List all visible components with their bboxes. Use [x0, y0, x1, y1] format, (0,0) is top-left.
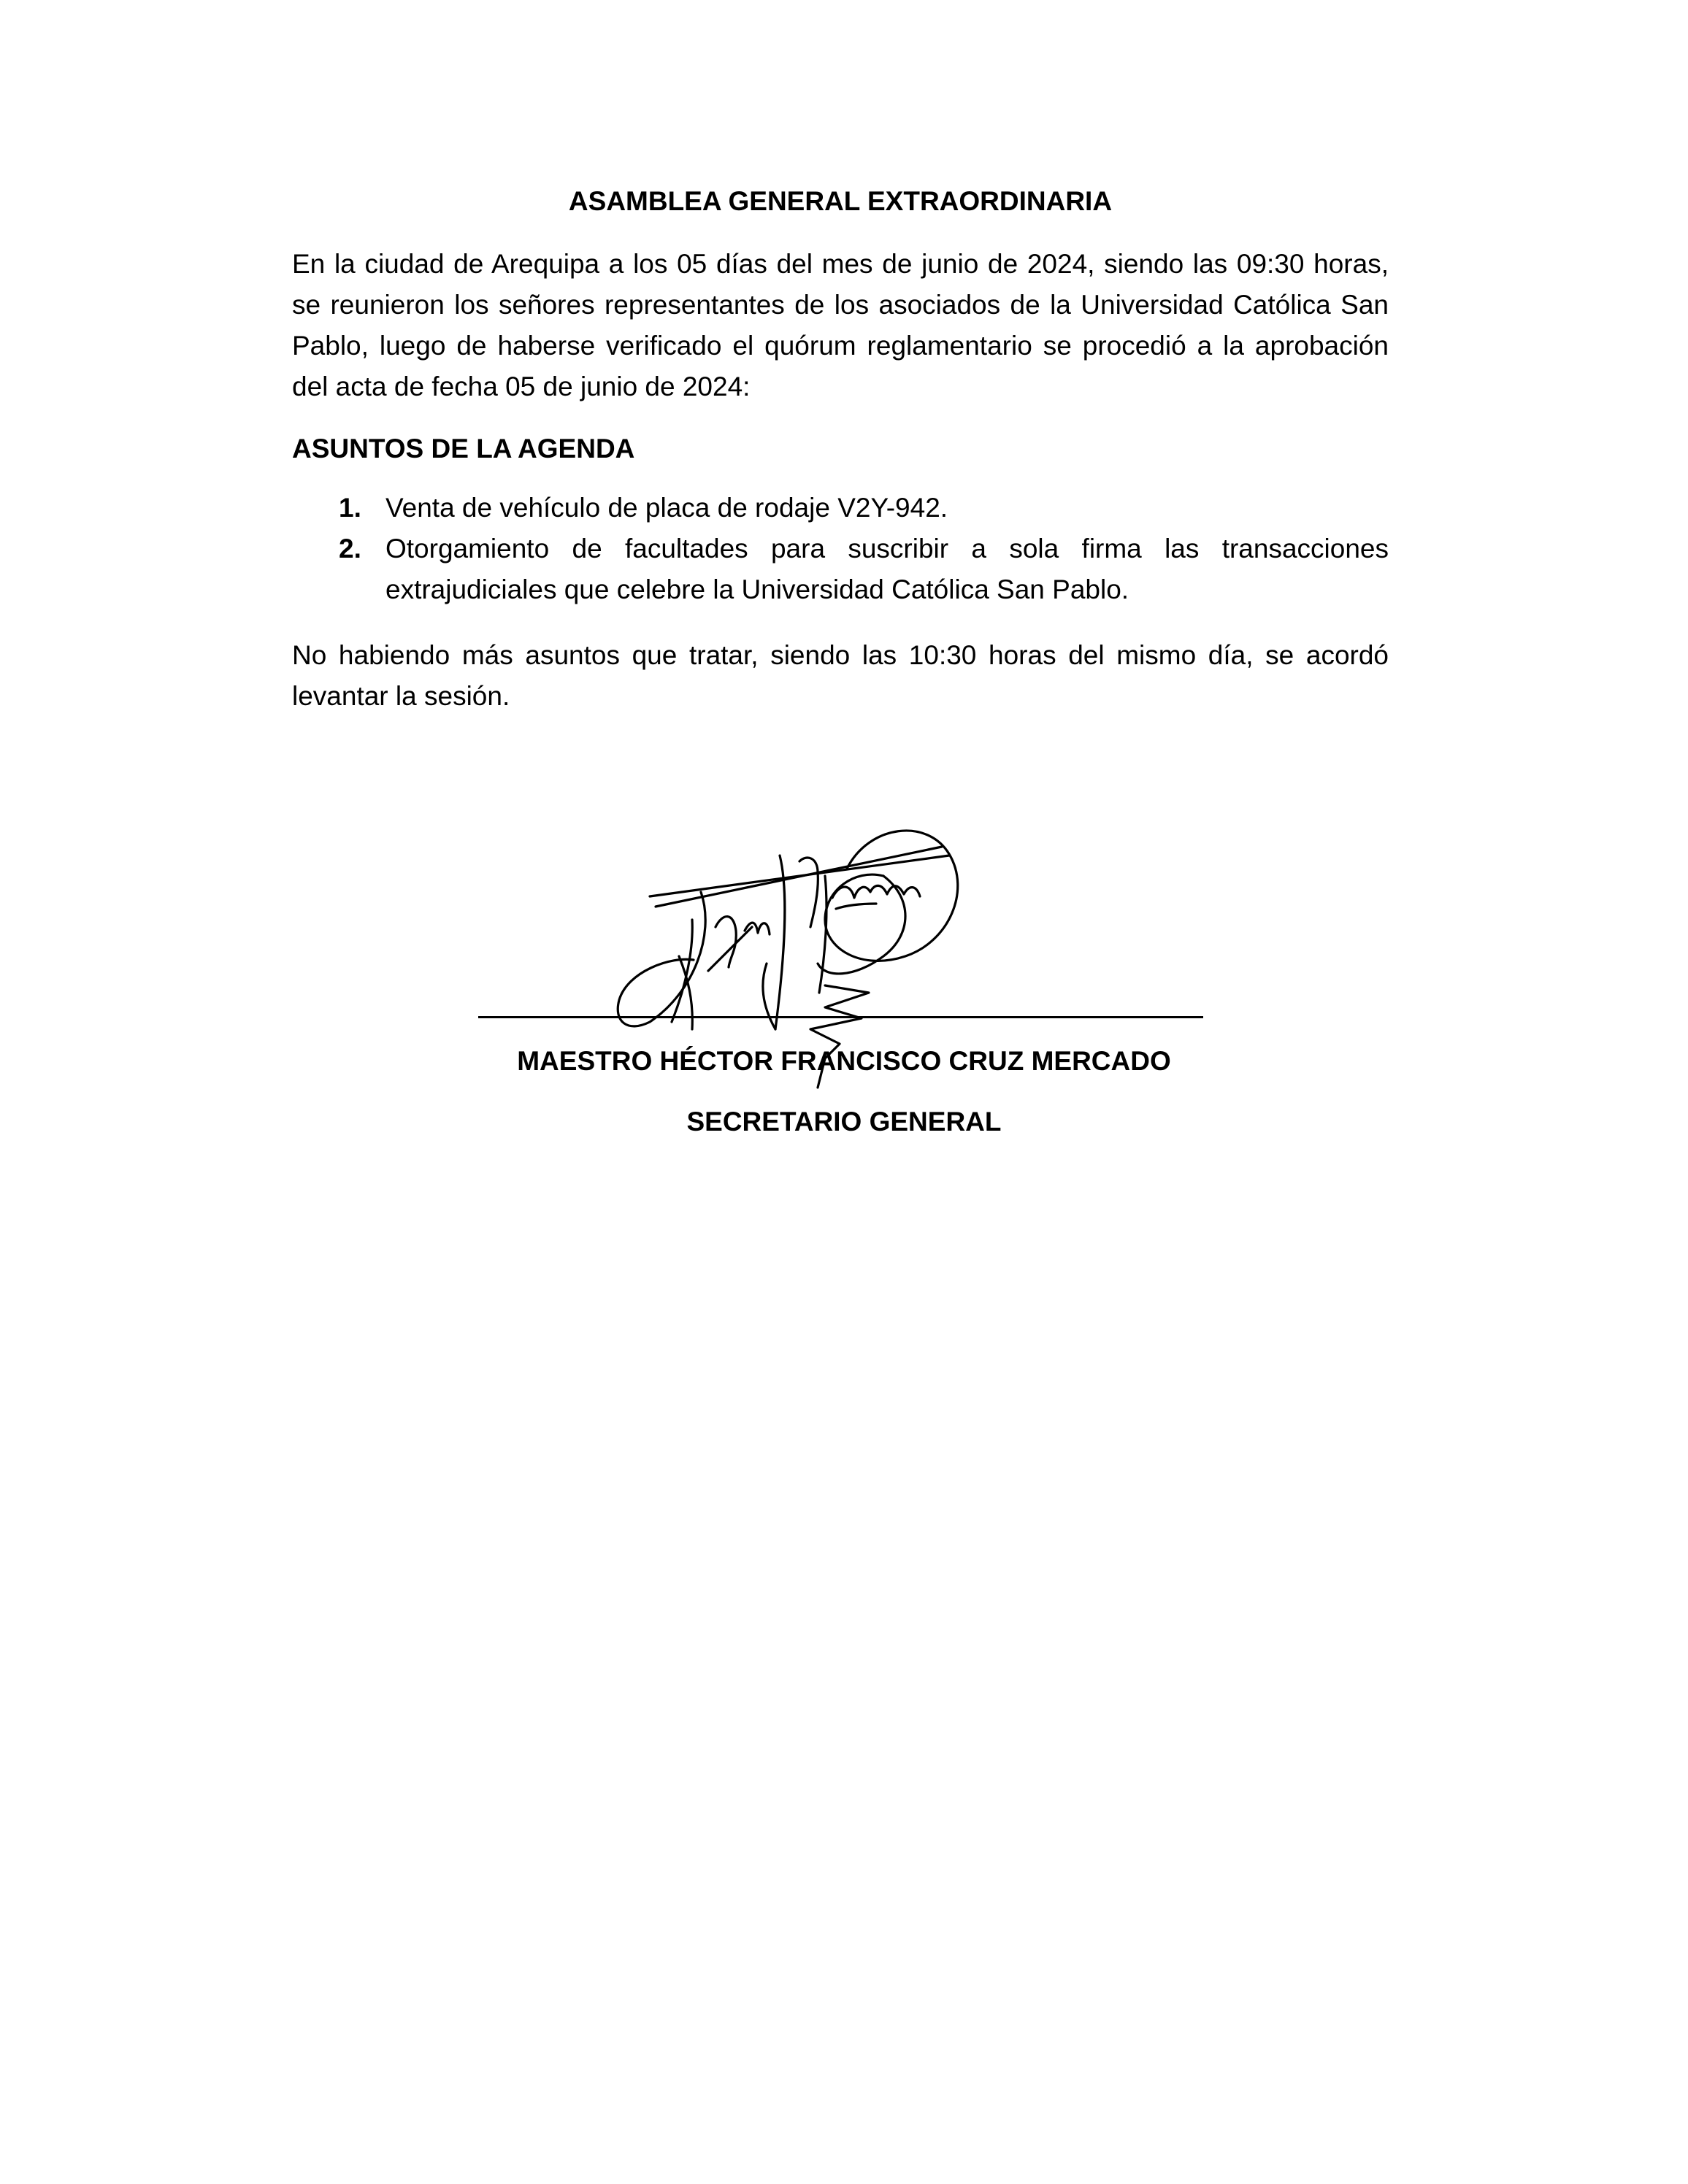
agenda-item-number: 1.	[339, 493, 361, 523]
agenda-list	[292, 488, 1389, 610]
agenda-item	[292, 488, 1389, 528]
signer-name: MAESTRO HÉCTOR FRANCISCO CRUZ MERCADO	[517, 1046, 1171, 1076]
signature-line	[478, 1016, 1203, 1018]
intro-paragraph: En la ciudad de Arequipa a los 05 días del mes de junio de 2024, siendo las 09:30 horas, se reunieron los señores representantes de los asociados de la Universidad Católica San Pablo, luego de haberse verificado el quórum reglamentario se procedió a la aprobación del acta de fecha 05 de junio de 2024:	[292, 249, 1389, 401]
closing-paragraph: No habiendo más asuntos que tratar, siendo las 10:30 horas del mismo día, se acordó levantar la sesión.	[292, 640, 1389, 711]
signature-block	[0, 796, 1688, 1146]
agenda-item	[292, 528, 1389, 610]
agenda-item-text: Otorgamiento de facultades para suscribir a sola firma las transacciones extrajudiciales que celebre la Universidad Católica San Pablo.	[385, 534, 1389, 604]
agenda-item-text: Venta de vehículo de placa de rodaje V2Y-942.	[385, 493, 948, 523]
signer-role: SECRETARIO GENERAL	[686, 1107, 1002, 1137]
agenda-item-number: 2.	[339, 534, 361, 564]
agenda-heading: ASUNTOS DE LA AGENDA	[292, 434, 635, 464]
document-title: ASAMBLEA GENERAL EXTRAORDINARIA	[568, 186, 1113, 216]
